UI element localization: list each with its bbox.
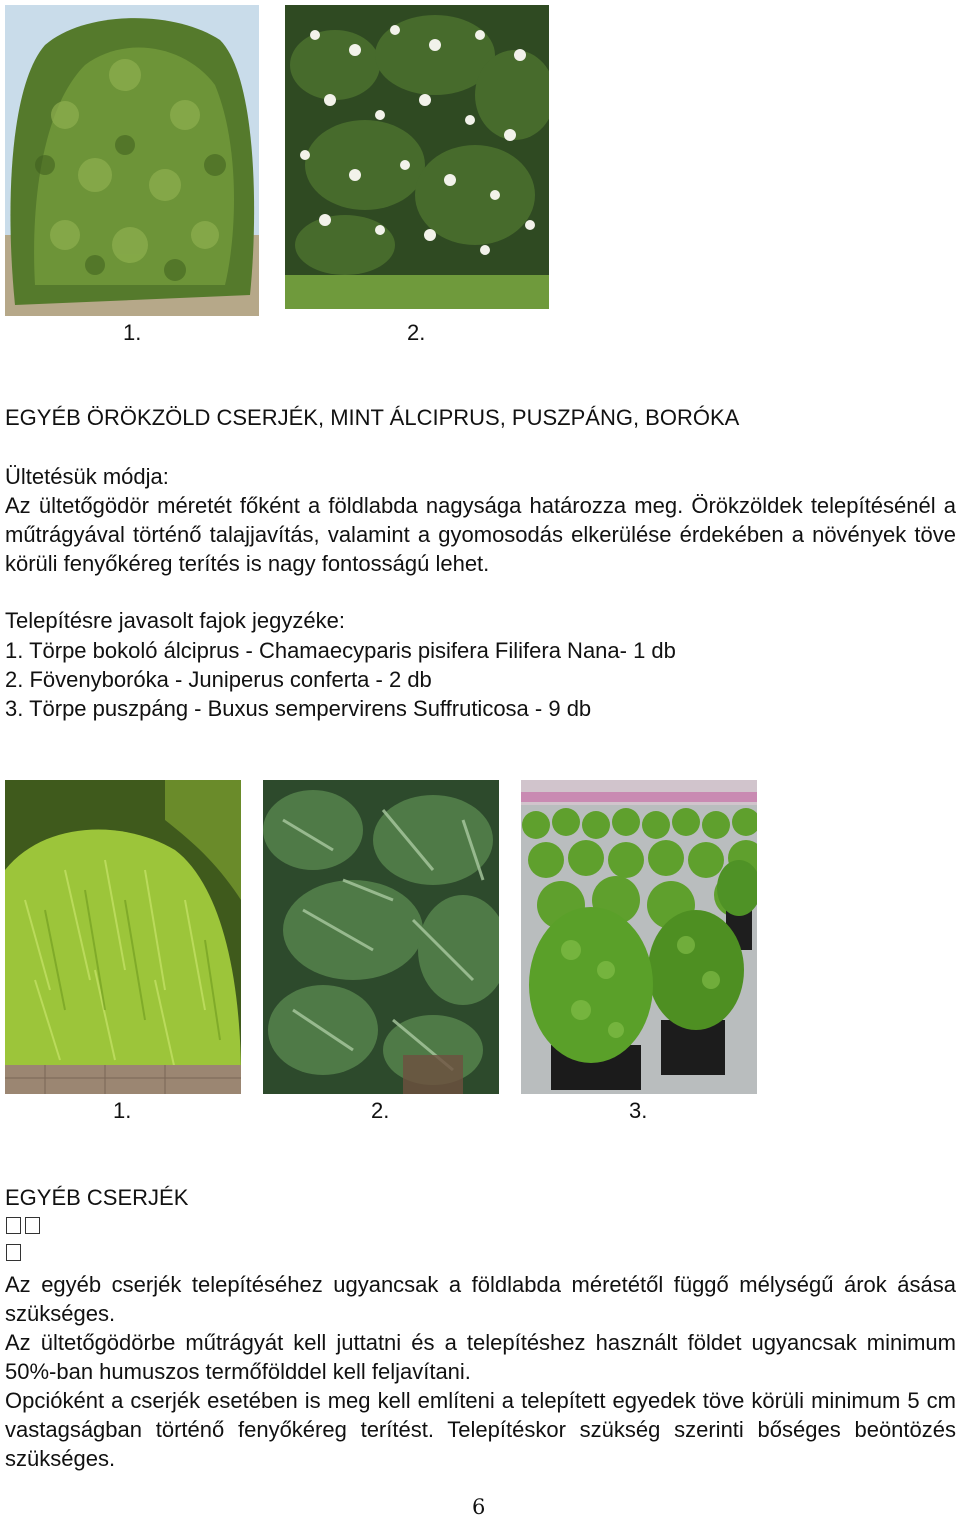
photo-dwarf-boxwood [521,780,757,1094]
photo-dwarf-false-cypress [5,780,241,1094]
planting-method-paragraph: Az ültetőgödör méretét főként a földlabda nagysága határozza meg. Örökzöldek telepítésénél a műtrágyával történő talajjavítás, valamint a gyomosodás elkerülése érdekében a növények töve körüli fenyőkéreg terítés is nagy fontosságú lehet. [5,493,956,576]
other-shrubs-paragraph: Opcióként a cserjék esetében is meg kell említeni a telepített egyedek töve körüli minimum 5 cm vastagságban történő fenyőkéreg terítést. Telepítéskor szükség szerinti bőséges beöntözés szükséges. [5,1388,956,1471]
planting-method-subheading: Ültetésük módja: [5,464,169,489]
other-shrubs-paragraph: Az egyéb cserjék telepítéséhez ugyancsak a földlabda méretétől függő mélységű árok ásása szükséges. [5,1272,956,1326]
species-list-item: 2. Fövenyboróka - Juniperus conferta - 2 db [5,667,432,692]
top-caption-1: 1. [123,320,142,345]
photo-evergreen-shrub [5,5,259,316]
section-heading-evergreen: EGYÉB ÖRÖKZÖLD CSERJÉK, MINT ÁLCIPRUS, PUSZPÁNG, BORÓKA [5,405,740,430]
species-list-item: 1. Törpe bokoló álciprus - Chamaecyparis pisifera Filifera Nana- 1 db [5,638,676,663]
other-shrubs-paragraph: Az ültetőgödörbe műtrágyát kell juttatni és a telepítéshez használt földet ugyancsak minimum 50%-ban humuszos termőfölddel kell feljavítani. [5,1330,956,1384]
species-list-title: Telepítésre javasolt fajok jegyzéke: [5,608,345,633]
top-caption-2: 2. [407,320,426,345]
missing-glyph-boxes [6,1217,44,1235]
species-list-item: 3. Törpe puszpáng - Buxus sempervirens Suffruticosa - 9 db [5,696,592,721]
photo-shore-juniper [263,780,499,1094]
page-number: 6 [472,1495,486,1519]
missing-glyph-icon [6,1244,21,1261]
bottom-caption-3: 3. [629,1098,648,1123]
missing-glyph-box [6,1244,25,1262]
bottom-caption-2: 2. [371,1098,390,1123]
missing-glyph-icon [25,1217,40,1234]
bottom-caption-1: 1. [113,1098,132,1123]
photo-flowering-shrub [285,5,549,309]
missing-glyph-icon [6,1217,21,1234]
section-heading-other-shrubs: EGYÉB CSERJÉK [5,1185,189,1210]
